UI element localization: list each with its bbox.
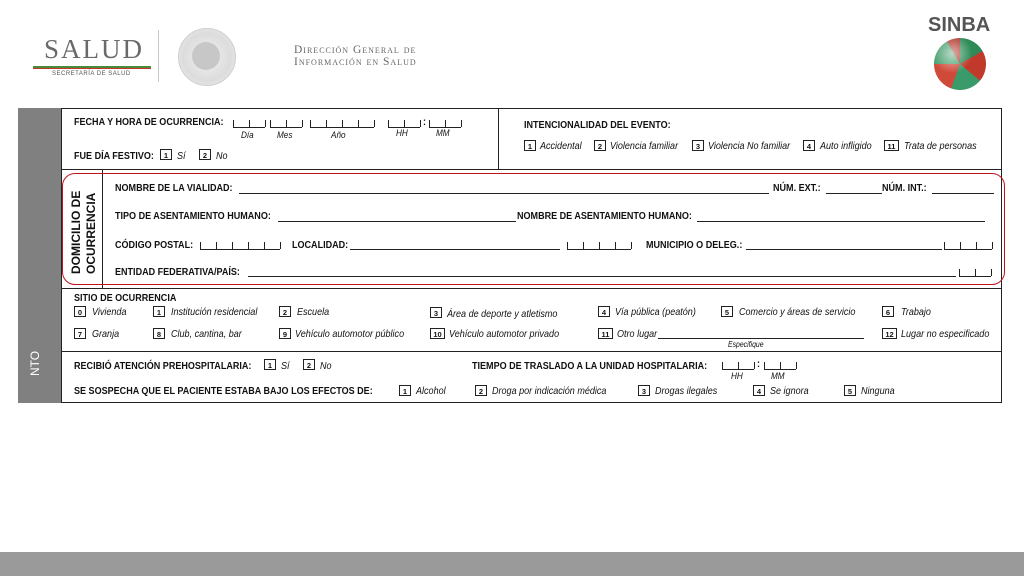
sitio-option-checkbox[interactable]: 9 xyxy=(279,328,291,339)
sospecha-option-label: Ninguna xyxy=(861,385,895,397)
footer-bar xyxy=(0,552,1024,576)
codigo-postal-field[interactable] xyxy=(200,238,282,250)
nombre-asentamiento-field[interactable] xyxy=(697,221,985,222)
vialidad-field[interactable] xyxy=(239,193,769,194)
logo-stripe-red xyxy=(33,68,151,69)
sospecha-option-label: Se ignora xyxy=(770,385,809,397)
sitio-option-label: Vehículo automotor público xyxy=(295,328,405,340)
sospecha-label: SE SOSPECHA QUE EL PACIENTE ESTABA BAJO LOS EFECTOS DE: xyxy=(74,385,373,397)
sitio-option-label: Granja xyxy=(92,328,120,340)
entidad-code-field[interactable] xyxy=(959,265,993,277)
localidad-code-field[interactable] xyxy=(567,238,633,250)
dgis-title-line2: Información en Salud xyxy=(294,56,417,68)
sospecha-option-checkbox[interactable]: 2 xyxy=(475,385,487,396)
domicilio-title-line1: DOMICILIO DE xyxy=(69,190,83,274)
festivo-no-checkbox[interactable]: 2 xyxy=(199,149,211,160)
num-int-field[interactable] xyxy=(932,193,994,194)
sitio-option-label: Vivienda xyxy=(92,306,127,318)
domicilio-title-line2: OCURRENCIA xyxy=(84,192,98,274)
sospecha-option-checkbox[interactable]: 3 xyxy=(638,385,650,396)
sitio-option-checkbox[interactable]: 5 xyxy=(721,306,733,317)
traslado-time-field[interactable]: : xyxy=(722,358,798,372)
prehospitalaria-si-label: Sí xyxy=(281,360,290,372)
sitio-option-label: Vehículo automotor privado xyxy=(449,328,560,340)
num-ext-label: NÚM. EXT.: xyxy=(773,182,821,194)
localidad-label: LOCALIDAD: xyxy=(292,239,349,251)
sitio-option-checkbox[interactable]: 11 xyxy=(598,328,613,339)
row-divider xyxy=(61,351,1002,352)
sitio-option-checkbox[interactable]: 10 xyxy=(430,328,445,339)
sitio-option-label: Comercio y áreas de servicio xyxy=(739,306,856,318)
prehospitalaria-si-checkbox[interactable]: 1 xyxy=(264,359,276,370)
salud-subtitle: SECRETARÍA DE SALUD xyxy=(52,71,131,77)
dia-sublabel: Día xyxy=(241,130,254,141)
intencionalidad-option-checkbox[interactable]: 3 xyxy=(692,140,704,151)
sitio-option-checkbox[interactable]: 0 xyxy=(74,306,86,317)
sospecha-option-checkbox[interactable]: 5 xyxy=(844,385,856,396)
sinba-logo: SINBA xyxy=(928,14,991,36)
tipo-asentamiento-field[interactable] xyxy=(278,221,516,222)
municipio-field[interactable] xyxy=(746,249,942,250)
anio-sublabel: Año xyxy=(331,130,346,141)
festivo-si-checkbox[interactable]: 1 xyxy=(160,149,172,160)
festivo-label: FUE DÍA FESTIVO: xyxy=(74,150,154,162)
intencionalidad-option-label: Auto infligido xyxy=(820,140,872,152)
especifique-label: Especifique xyxy=(728,340,764,349)
intencionalidad-label: INTENCIONALIDAD DEL EVENTO: xyxy=(524,119,671,131)
form-top-line xyxy=(61,108,1002,109)
sitio-option-checkbox[interactable]: 7 xyxy=(74,328,86,339)
num-ext-field[interactable] xyxy=(826,193,882,194)
sitio-option-checkbox[interactable]: 6 xyxy=(882,306,894,317)
sitio-option-label: Institución residencial xyxy=(171,306,258,318)
municipio-code-field[interactable] xyxy=(944,238,994,250)
mes-sublabel: Mes xyxy=(277,130,293,141)
entidad-field[interactable] xyxy=(248,276,956,277)
prehospitalaria-no-label: No xyxy=(320,360,332,372)
otro-lugar-field[interactable] xyxy=(658,338,864,339)
side-band-label: NTO xyxy=(28,350,42,376)
sitio-option-checkbox[interactable]: 12 xyxy=(882,328,897,339)
form-bottom-line xyxy=(61,402,1002,403)
salud-logo: SALUD xyxy=(44,34,145,64)
intencionalidad-option-checkbox[interactable]: 11 xyxy=(884,140,899,151)
header-divider xyxy=(158,30,159,82)
intencionalidad-option-label: Violencia familiar xyxy=(610,140,679,152)
sospecha-option-checkbox[interactable]: 4 xyxy=(753,385,765,396)
sitio-option-label: Otro lugar xyxy=(617,328,658,340)
nombre-asentamiento-label: NOMBRE DE ASENTAMIENTO HUMANO: xyxy=(517,210,692,222)
traslado-hh-sublabel: HH xyxy=(731,371,743,382)
tipo-asentamiento-label: TIPO DE ASENTAMIENTO HUMANO: xyxy=(115,210,271,222)
seal-eagle-icon xyxy=(192,42,220,70)
sospecha-option-label: Alcohol xyxy=(416,385,446,397)
intencionalidad-option-checkbox[interactable]: 2 xyxy=(594,140,606,151)
vialidad-label: NOMBRE DE LA VIALIDAD: xyxy=(115,182,233,194)
sitio-label: SITIO DE OCURRENCIA xyxy=(74,292,177,304)
sitio-option-label: Club, cantina, bar xyxy=(171,328,242,340)
num-int-label: NÚM. INT.: xyxy=(882,182,927,194)
entidad-label: ENTIDAD FEDERATIVA/PAÍS: xyxy=(115,266,240,278)
sinba-globe-icon xyxy=(934,38,986,90)
sitio-option-label: Área de deporte y atletismo xyxy=(447,308,558,320)
traslado-mm-sublabel: MM xyxy=(771,371,785,382)
festivo-si-label: Sí xyxy=(177,150,186,162)
sitio-option-checkbox[interactable]: 3 xyxy=(430,307,442,318)
sospecha-option-label: Drogas ilegales xyxy=(655,385,718,397)
municipio-label: MUNICIPIO O DELEG.: xyxy=(646,239,743,251)
sitio-option-checkbox[interactable]: 4 xyxy=(598,306,610,317)
intencionalidad-option-label: Trata de personas xyxy=(904,140,977,152)
sitio-option-checkbox[interactable]: 8 xyxy=(153,328,165,339)
localidad-field[interactable] xyxy=(350,249,560,250)
sitio-option-label: Vía pública (peatón) xyxy=(615,306,696,318)
fecha-label: FECHA Y HORA DE OCURRENCIA: xyxy=(74,116,224,128)
codigo-postal-label: CÓDIGO POSTAL: xyxy=(115,239,194,251)
intencionalidad-option-checkbox[interactable]: 4 xyxy=(803,140,815,151)
fecha-hora-field[interactable]: : xyxy=(233,116,573,130)
prehospitalaria-label: RECIBIÓ ATENCIÓN PREHOSPITALARIA: xyxy=(74,360,252,372)
hh-sublabel: HH xyxy=(396,128,408,139)
dgis-title-line1: Dirección General de xyxy=(294,44,417,56)
sitio-option-checkbox[interactable]: 2 xyxy=(279,306,291,317)
sitio-option-checkbox[interactable]: 1 xyxy=(153,306,165,317)
sospecha-option-checkbox[interactable]: 1 xyxy=(399,385,411,396)
intencionalidad-option-label: Violencia No familiar xyxy=(708,140,791,152)
row-divider xyxy=(61,288,1002,289)
festivo-no-label: No xyxy=(216,150,228,162)
mm-sublabel: MM xyxy=(436,128,450,139)
traslado-label: TIEMPO DE TRASLADO A LA UNIDAD HOSPITALARIA: xyxy=(472,360,708,372)
sitio-option-label: Lugar no especificado xyxy=(901,328,990,340)
prehospitalaria-no-checkbox[interactable]: 2 xyxy=(303,359,315,370)
intencionalidad-option-checkbox[interactable]: 1 xyxy=(524,140,536,151)
sitio-option-label: Escuela xyxy=(297,306,330,318)
row-divider xyxy=(61,169,1002,170)
sospecha-option-label: Droga por indicación médica xyxy=(492,385,607,397)
sitio-option-label: Trabajo xyxy=(901,306,931,318)
intencionalidad-option-label: Accidental xyxy=(540,140,582,152)
